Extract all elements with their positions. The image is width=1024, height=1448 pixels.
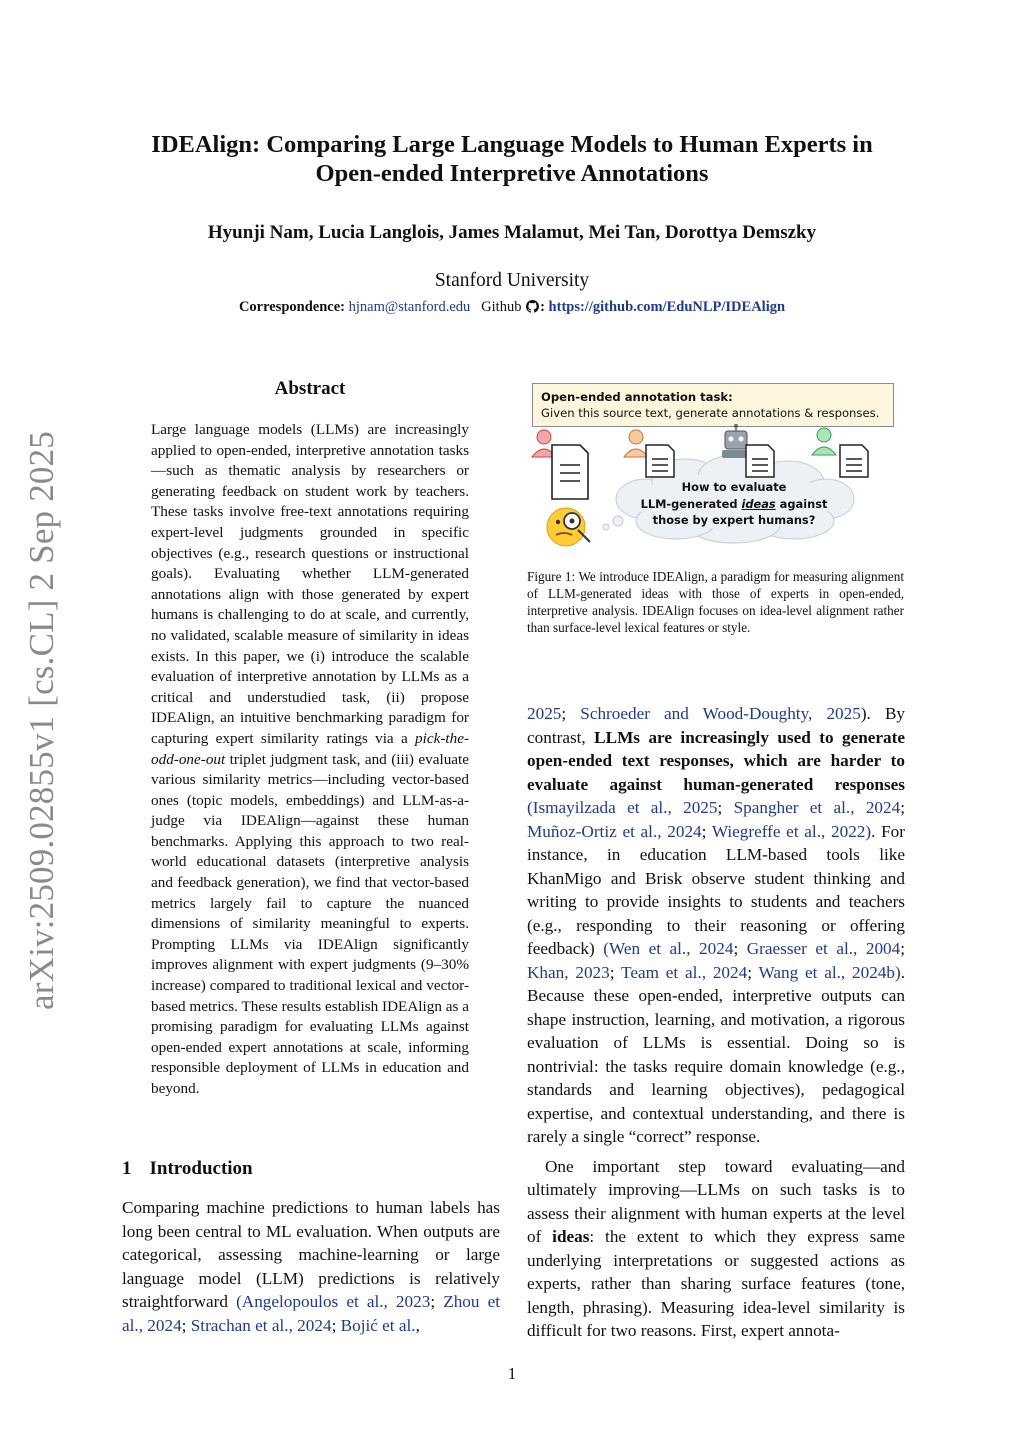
citation-link[interactable]: Team et al., 2024 [621,962,748,982]
citation-link[interactable]: Schroeder and Wood-Doughty, 2025 [580,704,861,723]
body-text: : the extent to which they express same underlying interpretations or suggested actions as experts, rather than sharing surface features (tone, length, phrasing). Measuring idea-level similarity is difficult for two reasons. First, expert annota- [527,1227,905,1340]
citation-separator: ; [717,798,734,817]
email-link[interactable]: hjnam@stanford.edu [348,299,471,315]
citation-separator: , [415,1315,420,1335]
citation-link[interactable]: Graesser et al., 2004 [746,939,901,958]
citation-link[interactable]: (Wen et al., 2024 [603,939,734,958]
correspondence-line [100,299,924,318]
github-icon [526,300,539,318]
cloud-line-1: How to evaluate [681,480,787,494]
citation-link[interactable]: Wiegreffe et al., 2022) [711,821,872,841]
citation-link[interactable]: (Angelopoulos et al., 2023 [236,1292,431,1312]
body-text: . For instance, in education LLM-based tools like KhanMigo and Brisk observe student thinking and writing to provide insights to students and teachers (e.g., responding to their reasoning or offering feedback) [527,821,905,958]
citation-separator: ; [430,1292,444,1312]
document-icon [552,445,588,499]
page-number: 1 [507,1364,517,1383]
introduction-paragraph [122,1196,500,1338]
document-icon [646,445,674,477]
citation-separator: ; [701,821,712,841]
citation-link[interactable]: Wang et al., 2024b) [758,962,901,982]
citation-separator: ; [561,704,581,723]
right-column-text [527,702,905,1343]
citation-link[interactable]: Muñoz-Ortiz et al., 2024 [527,821,702,841]
paper-title [100,130,924,188]
citation-link[interactable]: Spangher et al., 2024 [733,798,901,817]
figure-graphics [526,381,906,557]
abstract-heading: Abstract [274,378,346,399]
citation-link[interactable]: Strachan et al., 2024 [190,1315,332,1335]
citation-separator: ; [609,962,622,982]
document-icon [840,445,868,477]
section-heading-introduction [122,1158,253,1180]
cloud-line-2a: LLM-generated [640,496,742,511]
document-icon [746,445,774,477]
section-number: 1 [122,1158,132,1179]
citation-link[interactable]: Khan, 2023 [527,962,610,982]
paragraph [527,702,905,1149]
cloud-line-3: those by expert humans? [652,513,816,527]
arxiv-identifier-stamp: arXiv:2509.02855v1 [cs.CL] 2 Sep 2025 [22,430,61,1010]
citation-separator: ; [900,798,905,817]
expert-human-icon [624,430,648,457]
correspondence-label: Correspondence: [238,299,345,315]
body-text: . Because these open-ended, interpretive outputs can shape instruction, learning, and motivation, a rigorous evaluation of LLMs is essential. Doing so is nontrivial: the tasks require domain knowledge (e.g., standards and learning objectives), pedagogical expertise, and contextual understanding, and there is rarely a single “correct” response. [527,962,906,1146]
bold-term: ideas [552,1227,590,1246]
figure-1-caption: Figure 1: We introduce IDEAlign, a paradigm for measuring alignment of LLM-generated ideas with those of experts in open-ended, interpretive analysis. IDEAlign focuses on idea-level alignment rather than surface-level lexical features or style. [527,569,904,635]
expert-human-icon [812,428,836,455]
figure-1-illustration [526,381,906,557]
github-colon: : [540,299,545,315]
abstract-text [151,420,469,1100]
citation-separator: ; [733,939,747,958]
body-text: ). By contrast, [527,704,906,747]
cloud-emphasis: ideas [741,496,776,511]
github-label: Github [481,299,522,315]
intro-text: Comparing machine predictions to human labels has long been central to ML evaluation. When outputs are categorical, assessing machine-learning or large language model (LLM) predictions is relatively straightforward [122,1198,500,1312]
citation-link[interactable]: (Ismayilzada et al., 2025 [527,798,718,817]
citation-separator: ; [900,939,906,958]
section-title: Introduction [149,1158,253,1179]
paragraph [527,1155,905,1343]
citation-link[interactable]: Bojić et al. [340,1315,416,1335]
citation-separator: ; [747,962,759,982]
author-list: Hyunji Nam, Lucia Langlois, James Malamut, Mei Tan, Dorottya Demszky [207,222,817,243]
cloud-line-2 [626,496,842,513]
citation-separator: ; [181,1315,191,1335]
citation-separator: ; [331,1315,341,1335]
affiliation: Stanford University [434,270,590,291]
abstract-part-2: triplet judgment task, and (iii) evaluate various similarity metrics—including vector-based ones (topic models, embeddings) and LLM-as-a-judge via IDEAlign—against these human benchmarks. Applying this approach to two real-world educational datasets (interpretive analysis and feedback generation), we find that vector-based metrics largely fail to capture the nuanced dimensions of similarity meaningful to experts. Prompting LLMs via IDEAlign significantly improves alignment with expert judgments (9–30% increase) compared to traditional lexical and vector-based metrics. These results establish IDEAlign as a promising paradigm for evaluating LLMs against open-ended expert annotations at scale, informing responsible deployment of LLMs in education and beyond. [151,750,469,1097]
cloud-question [626,479,842,529]
cloud-line-2c: against [775,496,828,511]
citation-link[interactable]: 2025 [527,704,562,723]
title-line-1: IDEAlign: Comparing Large Language Models to Human Experts in [151,131,873,158]
title-line-2: Open-ended Interpretive Annotations [315,160,709,187]
task-title: Open-ended annotation task: [541,390,733,404]
bold-claim: LLMs are increasingly used to generate open-ended text responses, which are harder to evaluate against human-generated responses [527,727,905,794]
body-text: One important step toward evaluating—and ultimately improving—LLMs on such tasks is to assess their alignment with human experts at the level of [527,1156,905,1246]
task-subtitle: Given this source text, generate annotations & responses. [541,406,880,420]
github-link[interactable]: https://github.com/EduNLP/IDEAlign [548,299,786,315]
abstract-part-1: Large language models (LLMs) are increasingly applied to open-ended, interpretive annotation tasks—such as thematic analysis by researchers or generating feedback on student work by teachers. These tasks involve free-text annotations requiring expert-level judgments grounded in specific objectives (e.g., research questions or instructional goals). Evaluating whether LLM-generated annotations align with those generated by expert humans is challenging to do at scale, and currently, no validated, scalable measure of similarity in ideas exists. In this paper, we (i) introduce the scalable evaluation of interpretive annotation by LLMs as a critical and understudied task, (ii) propose IDEAlign, an intuitive benchmarking paradigm for capturing expert similarity ratings via a [151,421,469,747]
citation-link[interactable]: Zhou et al., 2024 [122,1292,500,1335]
thinking-face-icon [547,508,590,546]
abstract-italic-term: pick-the-odd-one-out [151,729,469,768]
